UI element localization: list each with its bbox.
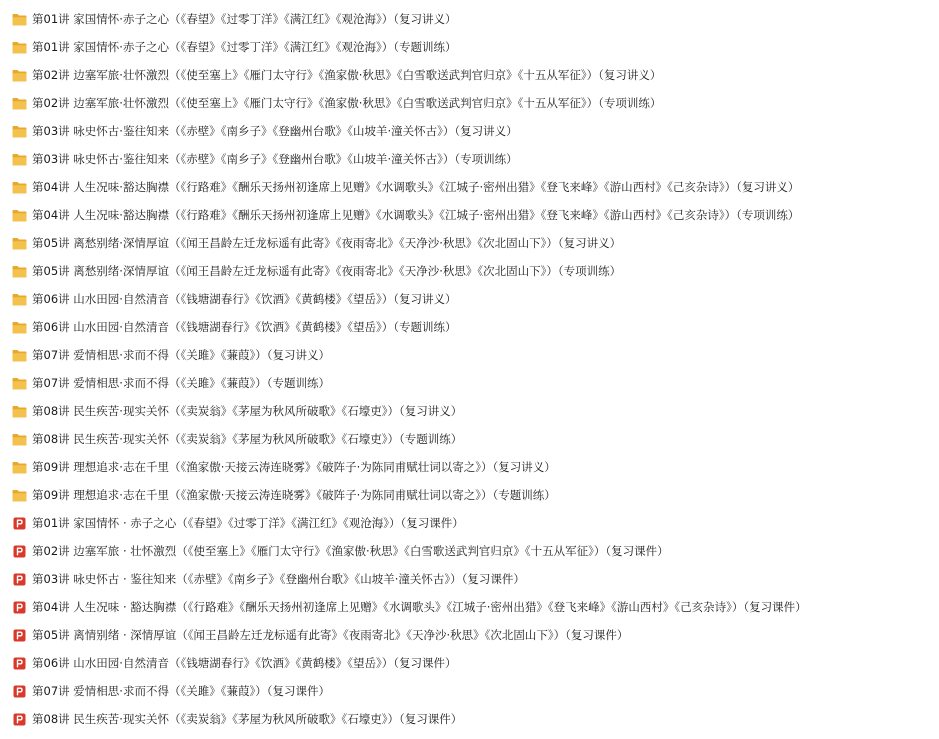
- pdf-file-item[interactable]: [0, 593, 939, 621]
- folder-item[interactable]: [0, 341, 939, 369]
- file-name: 第03讲 咏史怀古·鉴往知来（《赤壁》《南乡子》《登幽州台歌》《山坡羊·潼关怀古》）（专项训练）: [32, 152, 518, 166]
- file-name: 第04讲 人生况味·豁达胸襟（《行路难》《酬乐天扬州初逢席上见赠》《水调歌头》《江城子·密州出猎》《登飞来峰》《游山西村》《己亥杂诗》）（专项训练）: [32, 208, 800, 222]
- folder-item[interactable]: [0, 313, 939, 341]
- pdf-file-item[interactable]: [0, 621, 939, 649]
- file-name: 第03讲 咏史怀古·鉴往知来（《赤壁》《南乡子》《登幽州台歌》《山坡羊·潼关怀古》）（复习讲义）: [32, 124, 518, 138]
- file-name: 第07讲 爱情相思·求而不得（《关雎》《蒹葭》）（专题训练）: [32, 376, 330, 390]
- file-name: 第08讲 民生疾苦·现实关怀（《卖炭翁》《茅屋为秋风所破歌》《石壕吏》）（复习课件）: [32, 712, 463, 726]
- pdf-file-icon: [12, 713, 27, 726]
- folder-icon: [12, 209, 27, 222]
- folder-item[interactable]: [0, 229, 939, 257]
- pdf-file-item[interactable]: [0, 565, 939, 593]
- folder-item[interactable]: [0, 145, 939, 173]
- folder-item[interactable]: [0, 33, 939, 61]
- folder-icon: [12, 97, 27, 110]
- pdf-file-icon: [12, 685, 27, 698]
- folder-icon: [12, 181, 27, 194]
- pdf-file-item[interactable]: [0, 677, 939, 705]
- file-name: 第07讲 爱情相思·求而不得（《关雎》《蒹葭》）（复习讲义）: [32, 348, 330, 362]
- folder-item[interactable]: [0, 425, 939, 453]
- file-name: 第07讲 爱情相思·求而不得（《关雎》《蒹葭》）（复习课件）: [32, 684, 330, 698]
- pdf-file-item[interactable]: [0, 649, 939, 677]
- file-name: 第01讲 家国情怀·赤子之心（《春望》《过零丁洋》《满江红》《观沧海》）（专题训练）: [32, 40, 457, 54]
- pdf-file-item[interactable]: [0, 705, 939, 733]
- folder-item[interactable]: [0, 453, 939, 481]
- folder-item[interactable]: [0, 173, 939, 201]
- file-name: 第06讲 山水田园·自然清音（《钱塘湖春行》《饮酒》《黄鹤楼》《望岳》）（复习讲义）: [32, 292, 457, 306]
- file-name: 第02讲 边塞军旅·壮怀激烈（《使至塞上》《雁门太守行》《渔家傲·秋思》《白雪歌送武判官归京》《十五从军征》）（专项训练）: [32, 96, 662, 110]
- folder-icon: [12, 237, 27, 250]
- folder-item[interactable]: [0, 397, 939, 425]
- file-name: 第03讲 咏史怀古 · 鉴往知来（《赤壁》《南乡子》《登幽州台歌》《山坡羊·潼关怀古》）（复习课件）: [32, 572, 525, 586]
- pdf-file-icon: [12, 629, 27, 642]
- folder-icon: [12, 489, 27, 502]
- file-name: 第08讲 民生疾苦·现实关怀（《卖炭翁》《茅屋为秋风所破歌》《石壕吏》）（专题训练）: [32, 432, 463, 446]
- pdf-file-item[interactable]: [0, 509, 939, 537]
- folder-item[interactable]: [0, 201, 939, 229]
- file-name: 第05讲 离愁别绪·深情厚谊（《闻王昌龄左迁龙标遥有此寄》《夜雨寄北》《天净沙·秋思》《次北固山下》）（复习讲义）: [32, 236, 622, 250]
- folder-icon: [12, 461, 27, 474]
- folder-icon: [12, 405, 27, 418]
- folder-item[interactable]: [0, 481, 939, 509]
- pdf-file-icon: [12, 545, 27, 558]
- folder-item[interactable]: [0, 5, 939, 33]
- folder-item[interactable]: [0, 369, 939, 397]
- file-name: 第06讲 山水田园·自然清音（《钱塘湖春行》《饮酒》《黄鹤楼》《望岳》）（复习课件）: [32, 656, 457, 670]
- folder-icon: [12, 377, 27, 390]
- pdf-file-icon: [12, 573, 27, 586]
- file-name: 第02讲 边塞军旅·壮怀激烈（《使至塞上》《雁门太守行》《渔家傲·秋思》《白雪歌送武判官归京》《十五从军征》）（复习讲义）: [32, 68, 662, 82]
- pdf-file-icon: [12, 517, 27, 530]
- folder-icon: [12, 265, 27, 278]
- folder-icon: [12, 293, 27, 306]
- file-name: 第02讲 边塞军旅 · 壮怀激烈（《使至塞上》《雁门太守行》《渔家傲·秋思》《白雪歌送武判官归京》《十五从军征》）（复习课件）: [32, 544, 669, 558]
- file-name: 第05讲 离愁别绪·深情厚谊（《闻王昌龄左迁龙标遥有此寄》《夜雨寄北》《天净沙·秋思》《次北固山下》）（专项训练）: [32, 264, 622, 278]
- folder-icon: [12, 349, 27, 362]
- file-name: 第06讲 山水田园·自然清音（《钱塘湖春行》《饮酒》《黄鹤楼》《望岳》）（专题训练）: [32, 320, 457, 334]
- pdf-file-icon: [12, 601, 27, 614]
- folder-icon: [12, 153, 27, 166]
- file-name: 第09讲 理想追求·志在千里（《渔家傲·天接云涛连晓雾》《破阵子·为陈同甫赋壮词以寄之》）（专题训练）: [32, 488, 556, 502]
- folder-icon: [12, 13, 27, 26]
- file-name: 第08讲 民生疾苦·现实关怀（《卖炭翁》《茅屋为秋风所破歌》《石壕吏》）（复习讲义）: [32, 404, 463, 418]
- file-name: 第09讲 理想追求·志在千里（《渔家傲·天接云涛连晓雾》《破阵子·为陈同甫赋壮词以寄之》）（复习讲义）: [32, 460, 556, 474]
- pdf-file-item[interactable]: [0, 537, 939, 565]
- folder-icon: [12, 321, 27, 334]
- folder-item[interactable]: [0, 285, 939, 313]
- folder-icon: [12, 69, 27, 82]
- file-name: 第05讲 离情别绪 · 深情厚谊（《闻王昌龄左迁龙标遥有此寄》《夜雨寄北》《天净沙·秋思》《次北固山下》）（复习课件）: [32, 628, 629, 642]
- file-name: 第04讲 人生况味 · 豁达胸襟（《行路难》《酬乐天扬州初逢席上见赠》《水调歌头》《江城子·密州出猎》《登飞来峰》《游山西村》《己亥杂诗》）（复习课件）: [32, 600, 807, 614]
- pdf-file-icon: [12, 657, 27, 670]
- folder-icon: [12, 433, 27, 446]
- file-name: 第01讲 家国情怀·赤子之心（《春望》《过零丁洋》《满江红》《观沧海》）（复习讲义）: [32, 12, 457, 26]
- folder-icon: [12, 41, 27, 54]
- file-name: 第04讲 人生况味·豁达胸襟（《行路难》《酬乐天扬州初逢席上见赠》《水调歌头》《江城子·密州出猎》《登飞来峰》《游山西村》《己亥杂诗》）（复习讲义）: [32, 180, 800, 194]
- folder-item[interactable]: [0, 89, 939, 117]
- file-name: 第01讲 家国情怀 · 赤子之心（《春望》《过零丁洋》《满江红》《观沧海》）（复习课件）: [32, 516, 464, 530]
- folder-item[interactable]: [0, 257, 939, 285]
- folder-item[interactable]: [0, 61, 939, 89]
- folder-icon: [12, 125, 27, 138]
- folder-item[interactable]: [0, 117, 939, 145]
